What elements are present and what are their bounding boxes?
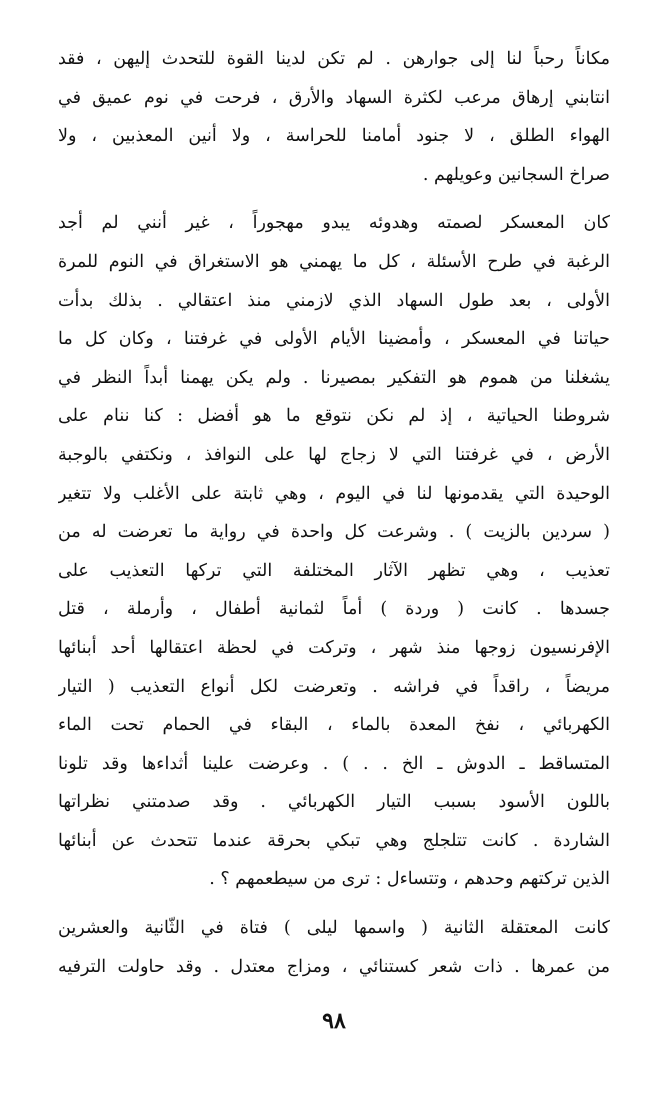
text-line: الإفرنسيون زوجها منذ شهر ، وتركت في لحظة اعتقالها أحد أبنائها (58, 637, 610, 658)
text-line: يشغلنا من هموم هو التفكير بمصيرنا . ولم يكن يهمنا أبداً النظر في (58, 367, 610, 388)
text-line: مكاناً رحباً لنا إلى جوارهن . لم تكن لدينا القوة للتحدث إليهن ، فقد (58, 49, 610, 69)
paragraph-2 (58, 204, 610, 899)
page-body (58, 40, 610, 986)
text-line: حياتنا في المعسكر ، وأمضينا الأيام الأولى في غرفتنا ، وكان كل ما (58, 329, 610, 350)
text-line: باللون الأسود بسبب التيار الكهربائي . وقد صدمتني نظراتها (58, 792, 610, 813)
text-line: الذين تركتهم وحدهم ، وتتساءل : ترى من سيطعمهم ؟ . (209, 869, 610, 890)
text-line: الأرض ، في غرفتنا التي لا زجاج لها على النوافذ ، ونكتفي بالوجبة (58, 444, 610, 465)
text-line: شروطنا الحياتية ، إذ لم نكن نتوقع ما هو أفضل : كنا ننام على (58, 406, 610, 427)
text-line: تعذيب ، وهي تظهر الآثار المختلفة التي تركها التعذيب على (58, 560, 610, 581)
paragraph-3 (58, 909, 610, 986)
text-line: المتساقط ـ الدوش ـ الخ . . ) . وعرضت علينا أثداءها وقد تلونا (58, 753, 610, 774)
text-line: جسدها . كانت ( وردة ) أماً لثمانية أطفال ، وأرملة ، قتل (58, 599, 610, 620)
text-line: الكهربائي ، نفخ المعدة بالماء ، البقاء في الحمام تحت الماء (58, 715, 610, 736)
text-line: كانت المعتقلة الثانية ( واسمها ليلى ) فتاة في الثّانية والعشرين (58, 918, 610, 939)
text-line: ( سردين بالزيت ) . وشرعت كل واحدة في رواية ما تعرضت له من (58, 522, 610, 543)
text-line: كان المعسكر لصمته وهدوئه يبدو مهجوراً ، غير أنني لم أجد (58, 213, 610, 234)
text-line: الرغبة في طرح الأسئلة ، كل ما يهمني هو الاستغراق في النوم للمرة (58, 251, 610, 272)
page-number: ٩٨ (322, 1008, 346, 1034)
text-line: صراخ السجانين وعويلهم . (422, 164, 610, 185)
text-line: مريضاً ، راقداً في فراشه . وتعرضت لكل أنواع التعذيب ( التيار (58, 676, 610, 697)
text-line: من عمرها . ذات شعر كستنائي ، ومزاج معتدل . وقد حاولت الترفيه (58, 956, 610, 977)
text-line: الهواء الطلق ، لا جنود أمامنا للحراسة ، ولا أنين المعذبين ، ولا (58, 126, 610, 147)
paragraph-1 (58, 40, 610, 194)
text-line: الشاردة . كانت تتلجلج وهي تبكي بحرقة عندما تتحدث عن أبنائها (58, 830, 610, 851)
text-line: انتابني إرهاق مرعب لكثرة السهاد والأرق ، فرحت في نوم عميق في (58, 87, 610, 108)
text-line: الوحيدة التي يقدمونها لنا في اليوم ، وهي ثابتة على الأغلب ولا تتغير (58, 483, 610, 504)
text-line: الأولى ، بعد طول السهاد الذي لازمني منذ اعتقالي . بذلك بدأت (58, 290, 610, 311)
